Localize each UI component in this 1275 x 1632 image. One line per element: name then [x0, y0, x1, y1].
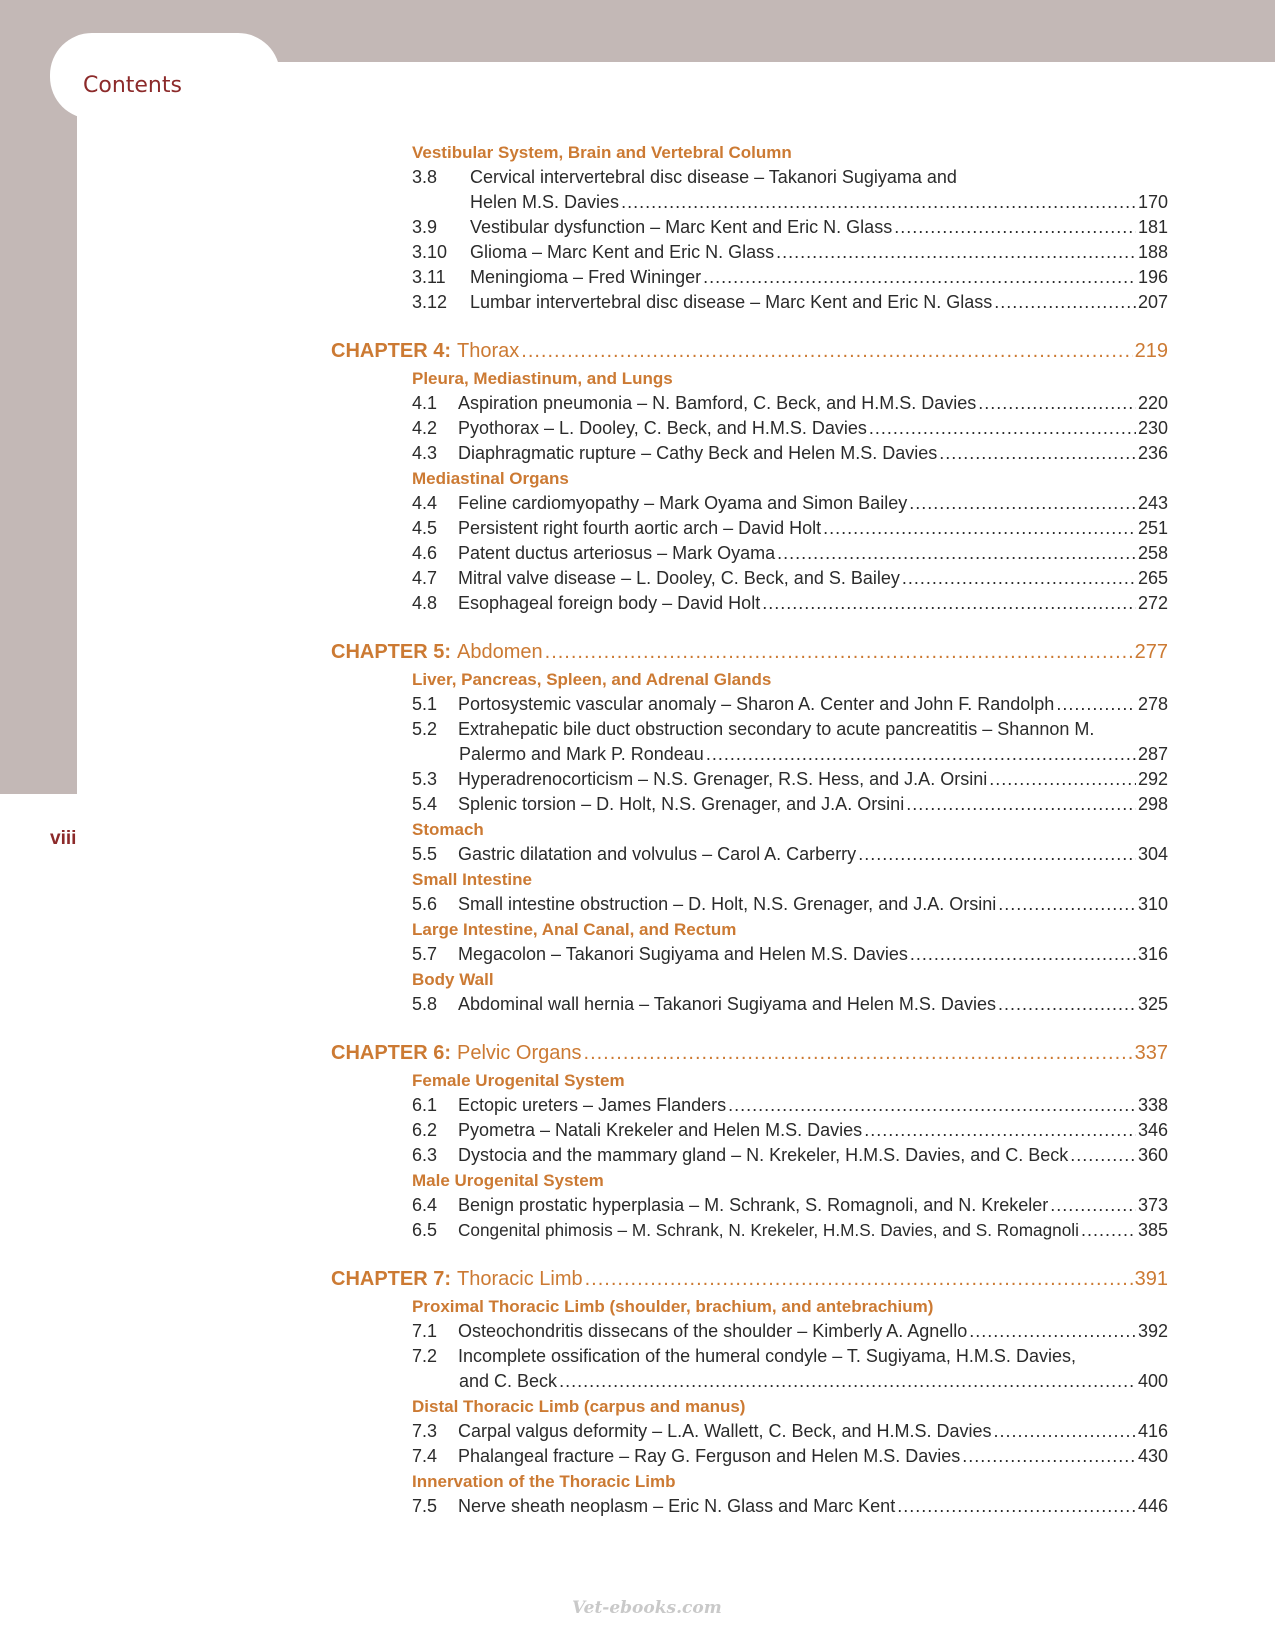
entry-title: Aspiration pneumonia – N. Bamford, C. Beck, and H.M.S. Davies	[458, 393, 977, 413]
section-heading: Stomach	[412, 820, 484, 839]
chapter-label: CHAPTER 6:	[331, 1042, 452, 1064]
leader-dots	[777, 541, 1136, 566]
page-number-ref: 277	[1134, 641, 1168, 663]
chapter-entry[interactable]	[331, 339, 1168, 364]
toc-entry[interactable]	[412, 1344, 1168, 1369]
entry-title: Meningioma – Fred Wininger	[470, 267, 702, 287]
leader-dots	[998, 992, 1136, 1017]
entry-title: Palermo and Mark P. Rondeau	[459, 744, 704, 764]
leader-dots	[978, 391, 1136, 416]
leader-dots	[909, 491, 1136, 516]
entry-number: 4.7	[412, 568, 438, 588]
toc-entry[interactable]	[412, 516, 1168, 541]
entry-number: 4.2	[412, 418, 438, 438]
chapter-title: Pelvic Organs	[457, 1042, 582, 1064]
toc-entry[interactable]	[412, 290, 1168, 315]
leader-dots	[1070, 1143, 1136, 1168]
toc-entry[interactable]	[412, 1118, 1168, 1143]
page-number-ref: 251	[1137, 518, 1168, 538]
entry-number: 7.2	[412, 1346, 438, 1366]
entry-title: Extrahepatic bile duct obstruction secondary to acute pancreatitis – Shannon M.	[458, 719, 1095, 739]
toc-entry[interactable]	[412, 1143, 1168, 1168]
entry-title: Vestibular dysfunction – Marc Kent and Eric N. Glass	[470, 217, 893, 237]
toc-entry[interactable]	[412, 165, 1168, 190]
entry-number: 6.3	[412, 1145, 438, 1165]
entry-number: 3.8	[412, 167, 438, 187]
page-number-ref: 400	[1137, 1371, 1168, 1391]
chapter-label: CHAPTER 4:	[331, 340, 452, 362]
entry-number: 5.6	[412, 894, 438, 914]
toc-entry[interactable]	[412, 215, 1168, 240]
leader-dots	[585, 1267, 1133, 1292]
page-number-ref: 287	[1137, 744, 1168, 764]
page-number-ref: 265	[1137, 568, 1168, 588]
entry-number: 6.1	[412, 1095, 438, 1115]
leader-dots	[969, 1319, 1136, 1344]
entry-number: 5.7	[412, 944, 438, 964]
leader-dots	[1081, 1218, 1136, 1243]
entry-number: 4.8	[412, 593, 438, 613]
toc-entry-continuation[interactable]	[459, 1369, 1168, 1394]
leader-dots	[545, 640, 1133, 665]
toc-entry[interactable]	[412, 541, 1168, 566]
chapter-entry[interactable]	[331, 1041, 1168, 1066]
page-number-ref: 188	[1137, 242, 1168, 262]
entry-number: 6.4	[412, 1195, 438, 1215]
entry-title: Hyperadrenocorticism – N.S. Grenager, R.S. Hess, and J.A. Orsini	[458, 769, 988, 789]
leader-dots	[621, 190, 1136, 215]
entry-title: Benign prostatic hyperplasia – M. Schrank, S. Romagnoli, and N. Krekeler	[458, 1195, 1049, 1215]
entry-number: 7.5	[412, 1496, 438, 1516]
chapter-entry[interactable]	[331, 640, 1168, 665]
entry-number: 4.5	[412, 518, 438, 538]
page-number-ref: 392	[1137, 1321, 1168, 1341]
leader-dots	[989, 767, 1136, 792]
entry-number: 4.3	[412, 443, 438, 463]
entry-title: Glioma – Marc Kent and Eric N. Glass	[470, 242, 775, 262]
leader-dots	[858, 842, 1136, 867]
chapter-title: Thorax	[457, 340, 520, 362]
page-number-ref: 304	[1137, 844, 1168, 864]
entry-number: 5.4	[412, 794, 438, 814]
entry-title: Portosystemic vascular anomaly – Sharon A. Center and John F. Randolph	[458, 694, 1055, 714]
chapter-title: Thoracic Limb	[457, 1268, 583, 1290]
entry-title: Dystocia and the mammary gland – N. Krekeler, H.M.S. Davies, and C. Beck	[458, 1145, 1069, 1165]
page-number-ref: 391	[1134, 1268, 1168, 1290]
page-number-ref: 430	[1137, 1446, 1168, 1466]
leader-dots	[823, 516, 1136, 541]
leader-dots	[897, 1494, 1136, 1519]
section-heading: Vestibular System, Brain and Vertebral Column	[412, 143, 792, 162]
section-heading: Large Intestine, Anal Canal, and Rectum	[412, 920, 737, 939]
entry-title: Mitral valve disease – L. Dooley, C. Beck, and S. Bailey	[458, 568, 900, 588]
toc-entry[interactable]	[412, 842, 1168, 867]
toc-entry[interactable]	[412, 992, 1168, 1017]
toc-entry[interactable]	[412, 1093, 1168, 1118]
toc-entry[interactable]	[412, 441, 1168, 466]
page-number-ref: 272	[1137, 593, 1168, 613]
page-number-ref: 207	[1137, 292, 1168, 312]
page-number-ref: 278	[1137, 694, 1168, 714]
toc-entry[interactable]	[412, 240, 1168, 265]
entry-title: Pyometra – Natali Krekeler and Helen M.S. Davies	[458, 1120, 863, 1140]
page-number-ref: 316	[1137, 944, 1168, 964]
toc-entry[interactable]	[412, 1218, 1168, 1243]
entry-title: Esophageal foreign body – David Holt	[458, 593, 761, 613]
page-number-ref: 337	[1134, 1042, 1168, 1064]
page-number-ref: 170	[1137, 192, 1168, 212]
entry-number: 7.4	[412, 1446, 438, 1466]
toc-entry[interactable]	[412, 792, 1168, 817]
toc-entry[interactable]	[412, 416, 1168, 441]
toc-entry[interactable]	[412, 1444, 1168, 1469]
entry-number: 4.4	[412, 493, 438, 513]
entry-number: 4.1	[412, 393, 438, 413]
leader-dots	[584, 1041, 1133, 1066]
leader-dots	[994, 1419, 1136, 1444]
entry-number: 3.12	[412, 292, 448, 312]
entry-title: Small intestine obstruction – D. Holt, N.S. Grenager, and J.A. Orsini	[458, 894, 997, 914]
toc-entry[interactable]	[412, 892, 1168, 917]
page-number-ref: 346	[1137, 1120, 1168, 1140]
running-head: Contents	[83, 73, 182, 98]
toc-entry[interactable]	[412, 1494, 1168, 1519]
entry-number: 3.10	[412, 242, 448, 262]
leader-dots	[728, 1093, 1136, 1118]
entry-title: Incomplete ossification of the humeral condyle – T. Sugiyama, H.M.S. Davies,	[458, 1346, 1076, 1366]
toc-entry[interactable]	[412, 566, 1168, 591]
entry-number: 5.3	[412, 769, 438, 789]
page-number-ref: 373	[1137, 1195, 1168, 1215]
entry-title: Lumbar intervertebral disc disease – Marc Kent and Eric N. Glass	[470, 292, 993, 312]
section-heading: Proximal Thoracic Limb (shoulder, brachium, and antebrachium)	[412, 1297, 934, 1316]
entry-number: 7.3	[412, 1421, 438, 1441]
leader-dots	[559, 1369, 1136, 1394]
leader-dots	[998, 892, 1136, 917]
page-number-ref: 446	[1137, 1496, 1168, 1516]
leader-dots	[776, 240, 1136, 265]
toc-entry[interactable]	[412, 717, 1168, 742]
page-number-ref: 292	[1137, 769, 1168, 789]
leader-dots	[894, 215, 1136, 240]
toc-entry[interactable]	[412, 491, 1168, 516]
section-heading: Liver, Pancreas, Spleen, and Adrenal Glands	[412, 670, 772, 689]
leader-dots	[869, 416, 1136, 441]
entry-title: Megacolon – Takanori Sugiyama and Helen M.S. Davies	[458, 944, 908, 964]
page-number-ref: 298	[1137, 794, 1168, 814]
entry-number: 3.9	[412, 217, 438, 237]
entry-title: Pyothorax – L. Dooley, C. Beck, and H.M.S. Davies	[458, 418, 867, 438]
entry-title: Splenic torsion – D. Holt, N.S. Grenager, and J.A. Orsini	[458, 794, 905, 814]
chapter-label: CHAPTER 5:	[331, 641, 452, 663]
section-heading: Mediastinal Organs	[412, 469, 569, 488]
leader-dots	[910, 942, 1136, 967]
entry-title: Abdominal wall hernia – Takanori Sugiyama and Helen M.S. Davies	[458, 994, 996, 1014]
entry-number: 4.6	[412, 543, 438, 563]
entry-number: 5.2	[412, 719, 438, 739]
entry-title: Feline cardiomyopathy – Mark Oyama and Simon Bailey	[458, 493, 908, 513]
section-heading: Pleura, Mediastinum, and Lungs	[412, 369, 673, 388]
entry-title: and C. Beck	[459, 1371, 558, 1391]
leader-dots	[706, 742, 1136, 767]
toc-entry[interactable]	[412, 942, 1168, 967]
entry-title: Persistent right fourth aortic arch – David Holt	[458, 518, 822, 538]
entry-title: Patent ductus arteriosus – Mark Oyama	[458, 543, 776, 563]
entry-title: Gastric dilatation and volvulus – Carol A. Carberry	[458, 844, 857, 864]
section-heading: Distal Thoracic Limb (carpus and manus)	[412, 1397, 746, 1416]
entry-title: Phalangeal fracture – Ray G. Ferguson and Helen M.S. Davies	[458, 1446, 961, 1466]
toc-entry[interactable]	[412, 692, 1168, 717]
toc-entry[interactable]	[412, 391, 1168, 416]
leader-dots	[1056, 692, 1136, 717]
entry-number: 5.1	[412, 694, 438, 714]
leader-dots	[864, 1118, 1136, 1143]
entry-number: 6.2	[412, 1120, 438, 1140]
toc-entry[interactable]	[412, 767, 1168, 792]
section-heading: Small Intestine	[412, 870, 532, 889]
entry-number: 7.1	[412, 1321, 438, 1341]
entry-title: Ectopic ureters – James Flanders	[458, 1095, 727, 1115]
page-number-ref: 181	[1137, 217, 1168, 237]
toc-entry-continuation[interactable]	[459, 742, 1168, 767]
toc-entry[interactable]	[412, 591, 1168, 616]
leader-dots	[521, 339, 1132, 364]
entry-title: Cervical intervertebral disc disease – Takanori Sugiyama and	[470, 167, 957, 187]
page-number-ref: 236	[1137, 443, 1168, 463]
entry-title: Osteochondritis dissecans of the shoulder – Kimberly A. Agnello	[458, 1321, 968, 1341]
leader-dots	[962, 1444, 1136, 1469]
leader-dots	[703, 265, 1136, 290]
leader-dots	[762, 591, 1136, 616]
toc-entry-continuation[interactable]	[470, 190, 1168, 215]
section-heading: Male Urogenital System	[412, 1171, 604, 1190]
page-number: viii	[50, 828, 77, 849]
leader-dots	[902, 566, 1136, 591]
entry-number: 3.11	[412, 267, 446, 287]
toc-entry[interactable]	[412, 1419, 1168, 1444]
section-heading: Innervation of the Thoracic Limb	[412, 1472, 676, 1491]
entry-title: Helen M.S. Davies	[470, 192, 620, 212]
page-number-ref: 196	[1137, 267, 1168, 287]
entry-number: 6.5	[412, 1220, 438, 1240]
entry-title: Diaphragmatic rupture – Cathy Beck and Helen M.S. Davies	[458, 443, 938, 463]
entry-title: Nerve sheath neoplasm – Eric N. Glass and Marc Kent	[458, 1496, 896, 1516]
leader-dots	[994, 290, 1136, 315]
chapter-entry[interactable]	[331, 1267, 1168, 1292]
watermark: Vet-ebooks.com	[572, 1598, 722, 1618]
page-number-ref: 338	[1137, 1095, 1168, 1115]
section-heading: Female Urogenital System	[412, 1071, 625, 1090]
toc-entry[interactable]	[412, 265, 1168, 290]
page-number-ref: 243	[1137, 493, 1168, 513]
entry-title: Carpal valgus deformity – L.A. Wallett, C. Beck, and H.M.S. Davies	[458, 1421, 992, 1441]
page-number-ref: 310	[1137, 894, 1168, 914]
toc-entry[interactable]	[412, 1319, 1168, 1344]
page-number-ref: 325	[1137, 994, 1168, 1014]
section-heading: Body Wall	[412, 970, 494, 989]
page-number-ref: 219	[1134, 340, 1168, 362]
entry-number: 5.8	[412, 994, 438, 1014]
page-number-ref: 416	[1137, 1421, 1168, 1441]
leader-dots	[1050, 1193, 1136, 1218]
page-number-ref: 385	[1137, 1220, 1168, 1240]
page-number-ref: 220	[1137, 393, 1168, 413]
toc-entry[interactable]	[412, 1193, 1168, 1218]
page-number-ref: 258	[1137, 543, 1168, 563]
entry-title: Congenital phimosis – M. Schrank, N. Krekeler, H.M.S. Davies, and S. Romagnoli	[458, 1220, 1079, 1240]
chapter-label: CHAPTER 7:	[331, 1268, 452, 1290]
entry-number: 5.5	[412, 844, 438, 864]
chapter-title: Abdomen	[457, 641, 543, 663]
leader-dots	[939, 441, 1136, 466]
leader-dots	[906, 792, 1136, 817]
page-number-ref: 360	[1137, 1145, 1168, 1165]
page-number-ref: 230	[1137, 418, 1168, 438]
